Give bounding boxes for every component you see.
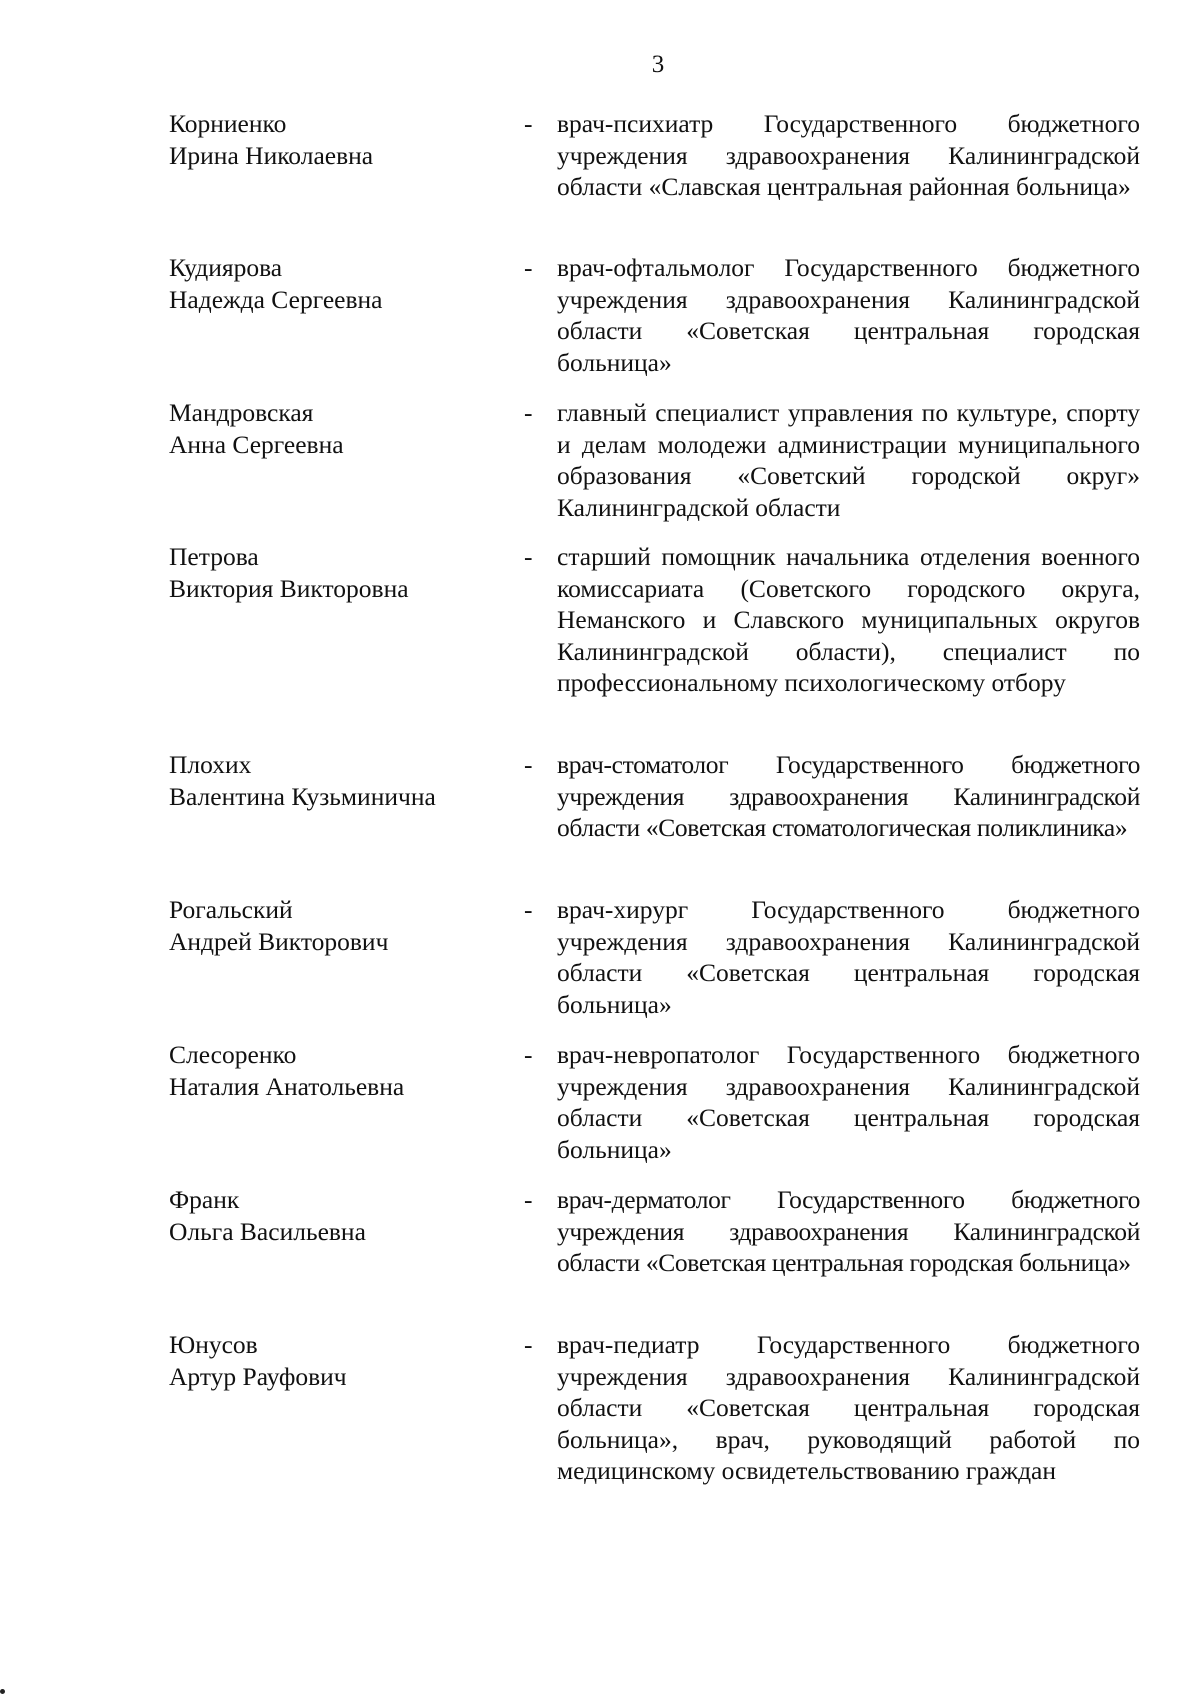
member-surname: Рогальский [169, 895, 293, 924]
member-given-names: Надежда Сергеевна [169, 285, 383, 314]
separator-dash: - [524, 398, 533, 427]
member-surname: Петрова [169, 542, 259, 571]
member-given-names: Ольга Васильевна [169, 1217, 366, 1246]
member-given-names: Виктория Викторовна [169, 574, 409, 603]
member-surname: Плохих [169, 750, 252, 779]
member-position: врач-дерматолог Государственного бюджетного учреждения здравоохранения Калининградской области «Советская центральная городская больница» [557, 1185, 1140, 1277]
member-position: врач-стоматолог Государственного бюджетного учреждения здравоохранения Калининградской области «Советская стоматологическая поликлиника» [557, 750, 1140, 842]
member-name [169, 749, 509, 813]
member-surname: Кудиярова [169, 253, 283, 282]
member-position: врач-психиатр Государственного бюджетного учреждения здравоохранения Калининградской области «Славская центральная районная больница» [557, 109, 1140, 201]
member-given-names: Андрей Викторович [169, 927, 389, 956]
member-name [169, 252, 509, 316]
separator-dash: - [524, 1040, 533, 1069]
member-position: врач-педиатр Государственного бюджетного учреждения здравоохранения Калининградской области «Советская центральная городская больница», врач, руководящий работой по медицинскому освидетельствованию граждан [557, 1330, 1140, 1485]
member-given-names: Анна Сергеевна [169, 430, 344, 459]
member-position: врач-офтальмолог Государственного бюджетного учреждения здравоохранения Калининградской области «Советская центральная городская больница» [557, 253, 1140, 377]
member-given-names: Наталия Анатольевна [169, 1072, 405, 1101]
separator-dash: - [524, 1330, 533, 1359]
member-name [169, 397, 509, 461]
separator-dash: - [524, 1185, 533, 1214]
separator-dash: - [524, 542, 533, 571]
member-name [169, 108, 509, 172]
separator-dash: - [524, 109, 533, 138]
member-surname: Слесоренко [169, 1040, 297, 1069]
member-position: врач-хирург Государственного бюджетного учреждения здравоохранения Калининградской области «Советская центральная городская больница» [557, 895, 1140, 1019]
scan-speck [0, 1689, 5, 1694]
member-name [169, 1184, 509, 1248]
member-given-names: Ирина Николаевна [169, 141, 374, 170]
separator-dash: - [524, 750, 533, 779]
member-name [169, 894, 509, 958]
member-surname: Юнусов [169, 1330, 258, 1359]
member-name [169, 541, 509, 605]
member-surname: Франк [169, 1185, 240, 1214]
member-surname: Мандровская [169, 398, 314, 427]
separator-dash: - [524, 253, 533, 282]
member-name [169, 1039, 509, 1103]
member-given-names: Артур Рауфович [169, 1362, 347, 1391]
member-position: главный специалист управления по культуре, спорту и делам молодежи администрации муниципального образования «Советский городской округ» Калининградской области [557, 398, 1140, 522]
separator-dash: - [524, 895, 533, 924]
member-name [169, 1329, 509, 1393]
member-given-names: Валентина Кузьминична [169, 782, 436, 811]
page-number: 3 [651, 51, 665, 78]
member-surname: Корниенко [169, 109, 287, 138]
member-position: врач-невропатолог Государственного бюджетного учреждения здравоохранения Калининградской области «Советская центральная городская больница» [557, 1040, 1140, 1164]
member-position: старший помощник начальника отделения военного комиссариата (Советского городского округа, Неманского и Славского муниципальных округов Калининградской области), специалист по профессиональному психологическому отбору [557, 542, 1140, 697]
